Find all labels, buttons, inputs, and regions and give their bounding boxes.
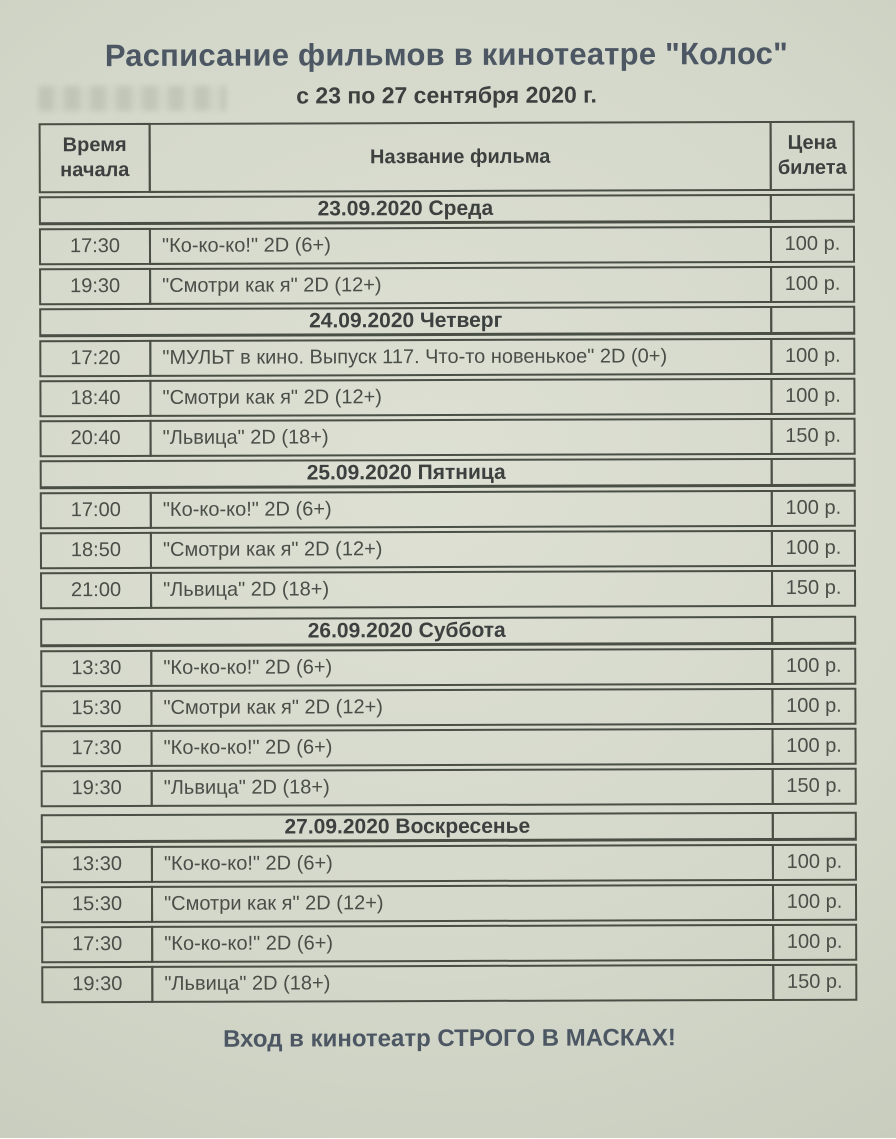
film-cell: "Смотри как я" 2D (12+)	[150, 530, 773, 569]
col-header-time: Время начала	[39, 123, 151, 193]
time-cell: 17:30	[41, 730, 153, 767]
showing-row	[40, 648, 856, 688]
erased-text-artifact	[38, 86, 226, 112]
day-header-row	[40, 616, 856, 648]
time-cell: 17:20	[39, 340, 151, 377]
film-cell: "Львица" 2D (18+)	[151, 768, 774, 807]
day-section	[39, 306, 855, 458]
price-cell: 150 р.	[772, 768, 857, 805]
price-cell: 150 р.	[772, 964, 857, 1001]
price-cell: 100 р.	[770, 266, 855, 303]
film-cell: "МУЛЬТ в кино. Выпуск 117. Что-то новенькое" 2D (0+)	[149, 338, 772, 377]
page-subtitle: с 23 по 27 сентября 2020 г.	[296, 81, 597, 109]
day-header-label: 26.09.2020 Суббота	[40, 616, 773, 647]
showing-row	[40, 570, 856, 610]
showing-row	[41, 768, 857, 808]
film-cell: "Смотри как я" 2D (12+)	[151, 884, 774, 923]
time-cell: 17:00	[40, 492, 152, 529]
time-cell: 21:00	[40, 572, 152, 609]
film-cell: "Смотри как я" 2D (12+)	[149, 266, 772, 305]
film-cell: "Ко-ко-ко!" 2D (6+)	[150, 648, 773, 687]
time-cell: 13:30	[41, 846, 153, 883]
showing-row	[41, 884, 857, 924]
film-cell: "Ко-ко-ко!" 2D (6+)	[149, 226, 772, 265]
col-header-price: Цена билета	[770, 121, 855, 191]
day-header-label: 25.09.2020 Пятница	[40, 458, 773, 489]
showing-row	[39, 266, 855, 306]
film-cell: "Львица" 2D (18+)	[150, 418, 773, 457]
showing-row	[40, 530, 856, 570]
price-cell: 100 р.	[771, 648, 856, 685]
schedule-days	[39, 194, 858, 1004]
showing-row	[41, 844, 857, 884]
day-header-row	[39, 194, 855, 226]
price-cell: 150 р.	[771, 418, 856, 455]
price-cell: 100 р.	[771, 530, 856, 567]
day-header-price-cell	[770, 306, 855, 335]
day-header-label: 24.09.2020 Четверг	[39, 306, 772, 337]
film-cell: "Львица" 2D (18+)	[150, 570, 773, 609]
film-cell: "Ко-ко-ко!" 2D (6+)	[151, 844, 774, 883]
day-header-price-cell	[772, 812, 857, 841]
time-cell: 19:30	[39, 268, 151, 305]
day-header-row	[40, 458, 856, 490]
showing-row	[39, 226, 855, 266]
day-section	[39, 194, 855, 306]
time-cell: 19:30	[41, 966, 153, 1003]
film-cell: "Смотри как я" 2D (12+)	[150, 688, 773, 727]
day-header-price-cell	[770, 194, 855, 223]
day-header-row	[39, 306, 855, 338]
price-cell: 100 р.	[771, 490, 856, 527]
showing-row	[39, 378, 855, 418]
price-cell: 100 р.	[770, 338, 855, 375]
price-cell: 100 р.	[771, 688, 856, 725]
price-cell: 100 р.	[770, 378, 855, 415]
time-cell: 20:40	[40, 420, 152, 457]
showing-row	[40, 490, 856, 530]
film-cell: "Ко-ко-ко!" 2D (6+)	[151, 924, 774, 963]
price-cell: 150 р.	[771, 570, 856, 607]
showing-row	[40, 688, 856, 728]
price-cell: 100 р.	[770, 226, 855, 263]
price-cell: 100 р.	[772, 844, 857, 881]
price-cell: 100 р.	[772, 884, 857, 921]
day-header-label: 27.09.2020 Воскресенье	[41, 812, 774, 843]
time-cell: 17:30	[39, 228, 151, 265]
showing-row	[39, 338, 855, 378]
film-cell: "Ко-ко-ко!" 2D (6+)	[150, 490, 773, 529]
time-cell: 15:30	[41, 886, 153, 923]
price-cell: 100 р.	[772, 924, 857, 961]
time-cell: 19:30	[41, 770, 153, 807]
showing-row	[41, 924, 857, 964]
price-cell: 100 р.	[772, 728, 857, 765]
time-cell: 13:30	[40, 650, 152, 687]
schedule-table	[39, 121, 858, 1004]
film-cell: "Ко-ко-ко!" 2D (6+)	[151, 728, 774, 767]
showing-row	[40, 418, 856, 458]
day-section	[40, 458, 856, 610]
day-section	[40, 616, 857, 808]
table-header-row	[39, 121, 855, 194]
footer-notice: Вход в кинотеатр СТРОГО В МАСКАХ!	[223, 1024, 676, 1053]
col-header-film: Название фильма	[149, 121, 772, 193]
day-header-price-cell	[771, 616, 856, 645]
time-cell: 18:50	[40, 532, 152, 569]
day-header-label: 23.09.2020 Среда	[39, 194, 772, 225]
showing-row	[41, 728, 857, 768]
time-cell: 15:30	[40, 690, 152, 727]
page-title: Расписание фильмов в кинотеатре "Колос"	[104, 35, 789, 74]
time-cell: 17:30	[41, 926, 153, 963]
day-header-row	[41, 812, 857, 844]
day-header-price-cell	[771, 458, 856, 487]
film-cell: "Львица" 2D (18+)	[151, 964, 774, 1003]
film-cell: "Смотри как я" 2D (12+)	[149, 378, 772, 417]
day-section	[41, 812, 858, 1004]
showing-row	[41, 964, 857, 1004]
time-cell: 18:40	[39, 380, 151, 417]
